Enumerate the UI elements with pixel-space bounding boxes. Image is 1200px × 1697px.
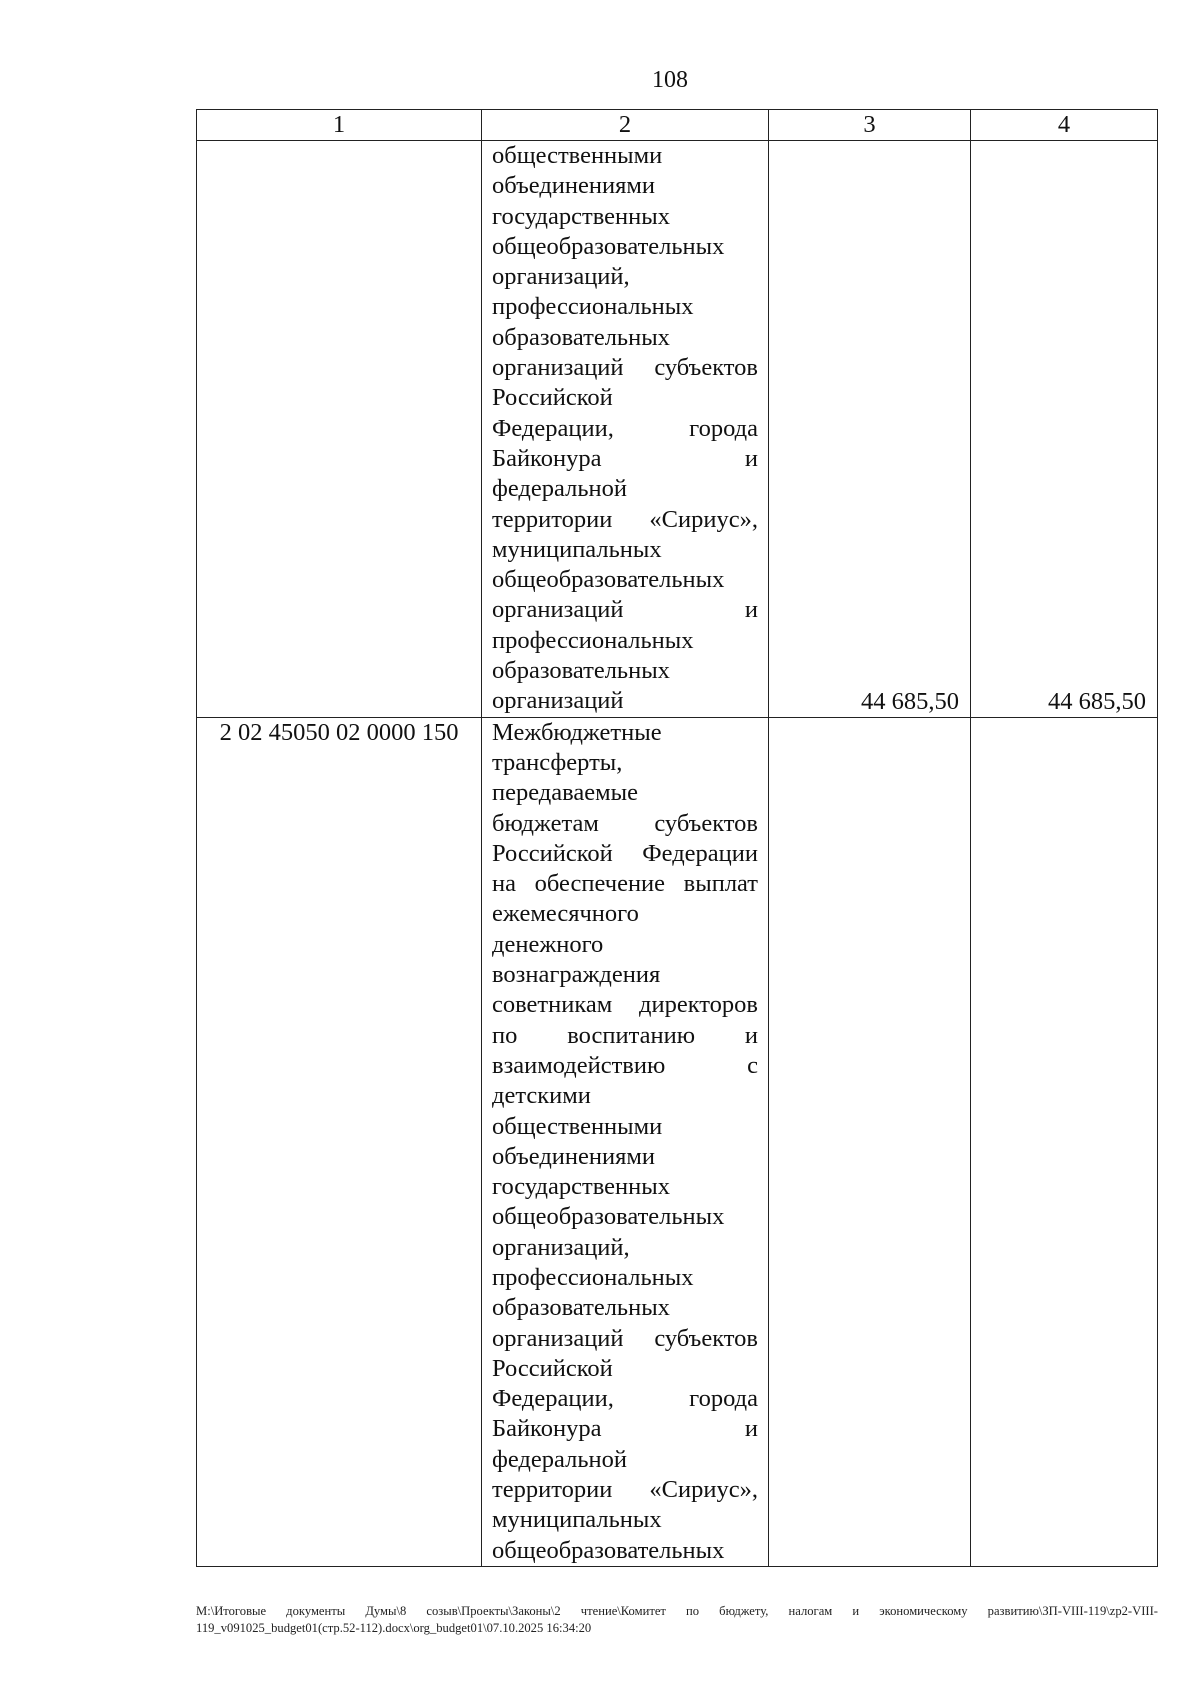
description-line: Федерации, города (492, 1385, 758, 1413)
description-cell (482, 141, 769, 718)
description-line: Межбюджетные (492, 718, 662, 746)
description-line: общественными (492, 1112, 663, 1140)
description-line: муниципальных (492, 1506, 662, 1534)
description-line: организаций субъектов (492, 1324, 758, 1352)
description-line: государственных (492, 202, 670, 230)
description-line: Федерации, города (492, 414, 758, 442)
description-line: Байконура и (492, 444, 758, 472)
description-line: Российской Федерации (492, 839, 758, 867)
description-cell (482, 717, 769, 1566)
amount-col4-cell (971, 717, 1158, 1566)
footer-path-line-2: 119_v091025_budget01(стр.52-112).docx\org_budget01\07.10.2025 16:34:20 (196, 1621, 592, 1635)
description-line: Российской (492, 1354, 613, 1382)
description-line: профессиональных (492, 626, 694, 654)
description-line: общеобразовательных (492, 1536, 725, 1564)
amount-col4 (971, 1536, 1146, 1566)
description-line: объединениями (492, 172, 655, 200)
description-line: организаций, (492, 1233, 630, 1261)
description-line: советникам директоров (492, 991, 758, 1019)
table-header-row (197, 110, 1158, 141)
description-line: общеобразовательных (492, 566, 725, 594)
description-line: федеральной (492, 1445, 627, 1473)
description-line: образовательных (492, 1294, 670, 1322)
amount-col3 (769, 1536, 959, 1566)
description-line: денежного (492, 930, 604, 958)
description-line: трансферты, (492, 748, 623, 776)
description-line: детскими (492, 1082, 591, 1110)
description-line: организаций субъектов (492, 354, 758, 382)
description-line: территории «Сириус», (492, 505, 758, 533)
table-row (197, 717, 1158, 1566)
description-line: территории «Сириус», (492, 1476, 758, 1504)
description-line: организаций, (492, 263, 630, 291)
description-line: федеральной (492, 475, 627, 503)
description-line: взаимодействию с (492, 1051, 758, 1079)
description-line: по воспитанию и (492, 1021, 758, 1049)
description-line: образовательных (492, 657, 670, 685)
description-line: общеобразовательных (492, 1203, 725, 1231)
column-header-4: 4 (971, 110, 1158, 141)
amount-col3-cell (769, 141, 971, 718)
description-line: общественными (492, 142, 663, 169)
amount-col4-cell (971, 141, 1158, 718)
description-line: передаваемые (492, 779, 638, 807)
description-line: профессиональных (492, 1263, 694, 1291)
description-line: ежемесячного (492, 900, 639, 928)
description-line: организаций и (492, 596, 758, 624)
amount-col3-cell (769, 717, 971, 1566)
description-line: организаций (492, 687, 624, 715)
description-line: Российской (492, 384, 613, 412)
amount-col4: 44 685,50 (1048, 687, 1146, 715)
budget-table (196, 109, 1158, 1567)
description-line: на обеспечение выплат (492, 870, 758, 898)
description-line: бюджетам субъектов (492, 809, 758, 837)
description-line: профессиональных (492, 293, 694, 321)
column-header-3: 3 (769, 110, 971, 141)
budget-code-cell: 2 02 45050 02 0000 150 (197, 717, 482, 1566)
document-path-footer (196, 1603, 1158, 1637)
table-row (197, 141, 1158, 718)
description-line: Байконура и (492, 1415, 758, 1443)
column-header-2: 2 (482, 110, 769, 141)
page-number: 108 (652, 67, 688, 93)
description-line: объединениями (492, 1142, 655, 1170)
description-line: муниципальных (492, 535, 662, 563)
amount-col3: 44 685,50 (861, 687, 959, 715)
description-line: образовательных (492, 323, 670, 351)
description-line: государственных (492, 1173, 670, 1201)
description-line: вознаграждения (492, 961, 661, 989)
description-line: общеобразовательных (492, 232, 725, 260)
column-header-1: 1 (197, 110, 482, 141)
budget-code-cell (197, 141, 482, 718)
footer-path-line-1: М:\Итоговые документы Думы\8 созыв\Проекты\Законы\2 чтение\Комитет по бюджету, налогам и экономическому развитию\ЗП-VIII-119\zp2-VIII- (196, 1604, 1158, 1618)
